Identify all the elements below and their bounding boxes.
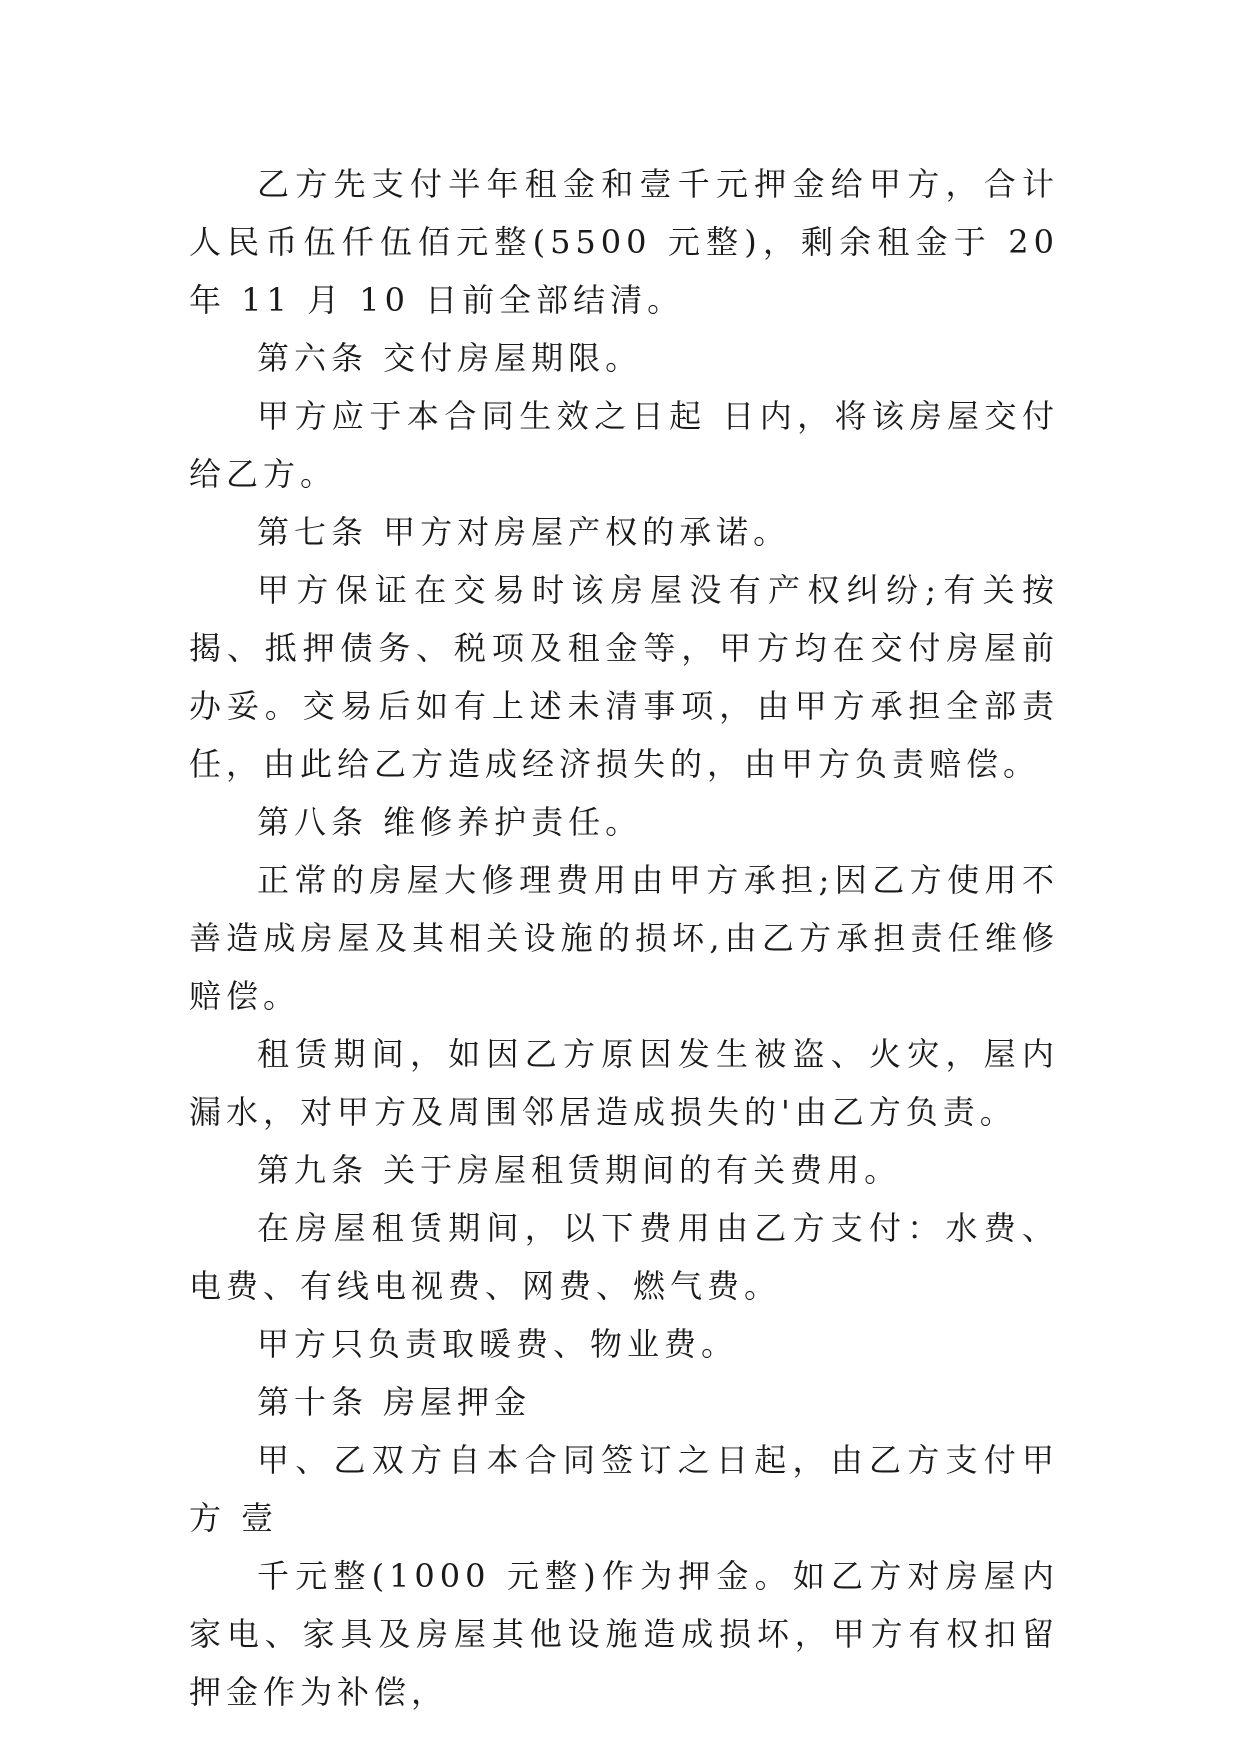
paragraph-prepayment: 乙方先支付半年租金和壹千元押金给甲方，合计人民币伍仟伍佰元整(5500 元整)，剩余租金于 20 年 11 月 10 日前全部结清。 [189,165,1059,319]
paragraph-liability: 租赁期间，如因乙方原因发生被盗、火灾，屋内漏水，对甲方及周围邻居造成损失的'由乙方负责。 [189,1035,1059,1131]
heading-article-9: 第九条 关于房屋租赁期间的有关费用。 [257,1151,902,1189]
heading-article-8: 第八条 维修养护责任。 [257,803,643,841]
paragraph-landlord-fees: 甲方只负责取暖费、物业费。 [257,1325,739,1363]
paragraph-handover: 甲方应于本合同生效之日起 日内，将该房屋交付给乙方。 [189,397,1059,493]
paragraph-tenant-fees: 在房屋租赁期间，以下费用由乙方支付：水费、电费、有线电视费、网费、燃气费。 [189,1209,1059,1305]
heading-article-6: 第六条 交付房屋期限。 [257,339,643,377]
heading-article-10: 第十条 房屋押金 [257,1383,532,1421]
paragraph-property-rights: 甲方保证在交易时该房屋没有产权纠纷;有关按揭、抵押债务、税项及租金等，甲方均在交付房屋前办妥。交易后如有上述未清事项，由甲方承担全部责任，由此给乙方造成经济损失的，由甲方负责赔偿。 [189,571,1059,783]
paragraph-repairs: 正常的房屋大修理费用由甲方承担;因乙方使用不善造成房屋及其相关设施的损坏,由乙方承担责任维修赔偿。 [189,861,1059,1015]
heading-article-7: 第七条 甲方对房屋产权的承诺。 [257,513,791,551]
paragraph-deposit-start: 甲、乙双方自本合同签订之日起，由乙方支付甲方 壹 [189,1441,1059,1537]
document-body [189,155,1059,1721]
paragraph-deposit-terms: 千元整(1000 元整)作为押金。如乙方对房屋内家电、家具及房屋其他设施造成损坏，甲方有权扣留押金作为补偿， [189,1557,1059,1711]
